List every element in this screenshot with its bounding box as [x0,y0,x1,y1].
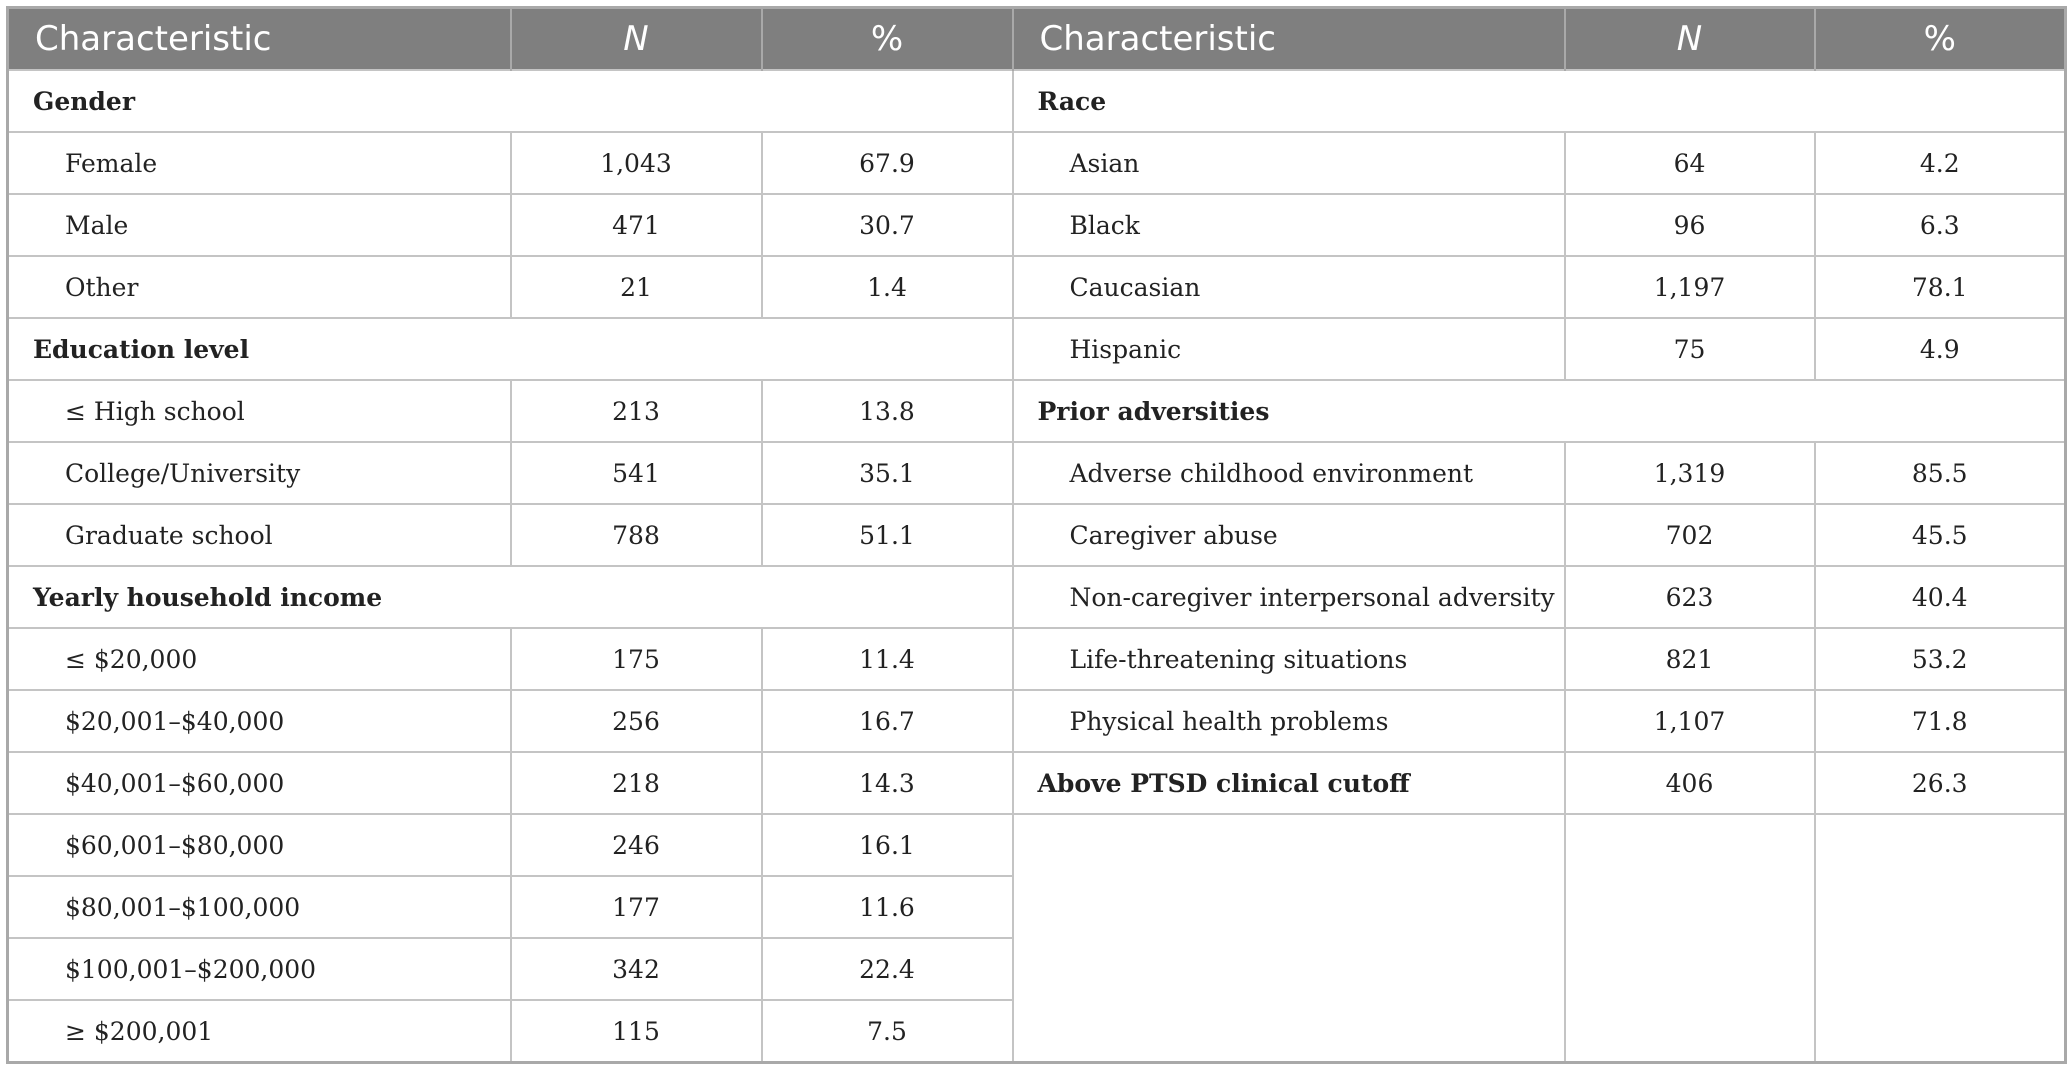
left-row-label: ≤ $20,000 [8,628,511,690]
left-group-heading: Yearly household income [8,566,1013,628]
table-header [8,8,2066,71]
left-row-count: 21 [511,256,762,318]
left-row-label: ≤ High school [8,380,511,442]
table-row [8,504,2066,566]
table-row [8,752,2066,814]
table-row [8,814,2066,876]
right-row-label: Black [1013,194,1565,256]
table-row [8,256,2066,318]
right-row-label: Physical health problems [1013,690,1565,752]
table-row [8,690,2066,752]
left-row-count: 115 [511,1000,762,1063]
right-row-count: 821 [1565,628,1815,690]
table-row [8,194,2066,256]
left-row-label: $80,001–$100,000 [8,876,511,938]
left-row-label: $60,001–$80,000 [8,814,511,876]
right-row-percent: 4.9 [1815,318,2066,380]
right-row-count: 623 [1565,566,1815,628]
right-row-percent: 78.1 [1815,256,2066,318]
right-row-count: 1,197 [1565,256,1815,318]
right-row-label: Caregiver abuse [1013,504,1565,566]
right-row-label: Asian [1013,132,1565,194]
left-row-count: 471 [511,194,762,256]
left-row-percent: 11.4 [762,628,1013,690]
right-group-heading: Race [1013,70,2066,132]
header-n-left: N [511,8,762,71]
left-row-percent: 30.7 [762,194,1013,256]
right-row-percent: 71.8 [1815,690,2066,752]
demographics-table-container [6,6,2064,1064]
right-row-percent: 85.5 [1815,442,2066,504]
right-row-count: 1,319 [1565,442,1815,504]
table-row [8,132,2066,194]
left-row-percent: 22.4 [762,938,1013,1000]
header-percent-left: % [762,8,1013,71]
right-row-count: 406 [1565,752,1815,814]
left-row-percent: 16.7 [762,690,1013,752]
left-row-label: $100,001–$200,000 [8,938,511,1000]
left-group-heading: Education level [8,318,1013,380]
left-row-percent: 16.1 [762,814,1013,876]
left-row-label: College/University [8,442,511,504]
right-row-percent: 40.4 [1815,566,2066,628]
table-row [8,380,2066,442]
right-row-label: Caucasian [1013,256,1565,318]
right-empty-cell [1815,1000,2066,1063]
header-row [8,8,2066,71]
left-row-percent: 13.8 [762,380,1013,442]
right-empty-cell [1815,876,2066,938]
table-row [8,876,2066,938]
left-row-count: 175 [511,628,762,690]
right-empty-cell [1013,876,1565,938]
right-row-count: 64 [1565,132,1815,194]
header-percent-right: % [1815,8,2066,71]
table-row [8,566,2066,628]
left-row-label: Female [8,132,511,194]
header-characteristic-right: Characteristic [1013,8,1565,71]
left-row-count: 788 [511,504,762,566]
right-empty-cell [1565,876,1815,938]
right-row-count: 75 [1565,318,1815,380]
right-row-label: Hispanic [1013,318,1565,380]
left-row-percent: 1.4 [762,256,1013,318]
right-row-percent: 4.2 [1815,132,2066,194]
left-row-count: 256 [511,690,762,752]
right-empty-cell [1565,1000,1815,1063]
right-row-percent: 26.3 [1815,752,2066,814]
left-row-percent: 35.1 [762,442,1013,504]
right-row-count: 1,107 [1565,690,1815,752]
right-row-percent: 6.3 [1815,194,2066,256]
left-row-label: $40,001–$60,000 [8,752,511,814]
demographics-table [6,6,2067,1064]
right-row-count: 702 [1565,504,1815,566]
right-group-heading: Prior adversities [1013,380,2066,442]
right-empty-cell [1013,1000,1565,1063]
right-empty-cell [1815,814,2066,876]
table-row [8,938,2066,1000]
left-group-heading: Gender [8,70,1013,132]
right-row-label: Life-threatening situations [1013,628,1565,690]
right-empty-cell [1565,938,1815,1000]
header-characteristic-left: Characteristic [8,8,511,71]
right-row-percent: 45.5 [1815,504,2066,566]
left-row-percent: 51.1 [762,504,1013,566]
table-row [8,1000,2066,1063]
left-row-percent: 7.5 [762,1000,1013,1063]
left-row-label: Male [8,194,511,256]
right-row-label: Non-caregiver interpersonal adversity [1013,566,1565,628]
table-row [8,442,2066,504]
left-row-count: 541 [511,442,762,504]
left-row-percent: 67.9 [762,132,1013,194]
left-row-label: ≥ $200,001 [8,1000,511,1063]
table-row [8,318,2066,380]
left-row-label: $20,001–$40,000 [8,690,511,752]
left-row-percent: 11.6 [762,876,1013,938]
left-row-count: 218 [511,752,762,814]
left-row-count: 342 [511,938,762,1000]
table-row [8,628,2066,690]
right-row-label: Adverse childhood environment [1013,442,1565,504]
left-row-count: 213 [511,380,762,442]
left-row-count: 246 [511,814,762,876]
right-row-label: Above PTSD clinical cutoff [1013,752,1565,814]
right-row-count: 96 [1565,194,1815,256]
right-row-percent: 53.2 [1815,628,2066,690]
left-row-label: Graduate school [8,504,511,566]
header-n-right: N [1565,8,1815,71]
left-row-label: Other [8,256,511,318]
right-empty-cell [1013,814,1565,876]
right-empty-cell [1815,938,2066,1000]
table-row [8,70,2066,132]
left-row-count: 177 [511,876,762,938]
left-row-count: 1,043 [511,132,762,194]
left-row-percent: 14.3 [762,752,1013,814]
table-body [8,70,2066,1063]
right-empty-cell [1013,938,1565,1000]
right-empty-cell [1565,814,1815,876]
